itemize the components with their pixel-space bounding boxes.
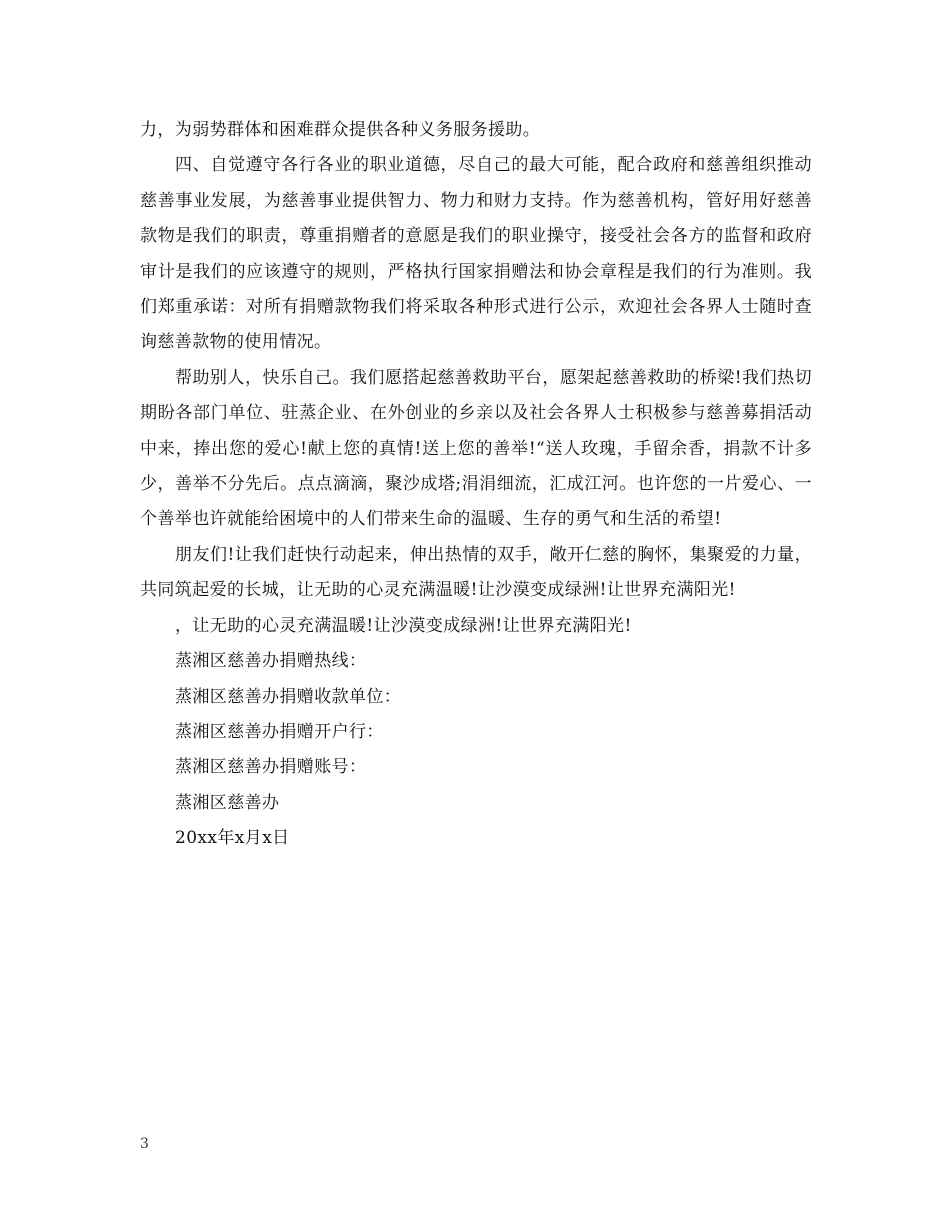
paragraph-continuation: 力，为弱势群体和困难群众提供各种义务服务援助。	[140, 120, 541, 140]
donation-recipient-label: 蒸湘区慈善办捐赠收款单位：	[175, 686, 402, 707]
donation-hotline-label: 蒸湘区慈善办捐赠热线：	[175, 651, 367, 672]
signature-date: 20xx年x月x日	[175, 828, 290, 849]
signature-organization: 蒸湘区慈善办	[175, 792, 280, 813]
document-body	[140, 113, 812, 857]
repeated-slogan-line: ，让无助的心灵充满温暖!让沙漠变成绿洲!让世界充满阳光!	[175, 615, 632, 636]
donation-account-label: 蒸湘区慈善办捐赠账号：	[175, 757, 367, 778]
page-number: 3	[140, 1136, 149, 1152]
paragraph-commitment: 四、自觉遵守各行各业的职业道德，尽自己的最大可能，配合政府和慈善组织推动慈善事业发展，为慈善事业提供智力、物力和财力支持。作为慈善机构，管好用好慈善款物是我们的职责，尊重捐赠者的意愿是我们的职业操守，接受社会各方的监督和政府审计是我们的应该遵守的规则，严格执行国家捐赠法和协会章程是我们的行为准则。我们郑重承诺：对所有捐赠款物我们将采取各种形式进行公示，欢迎社会各界人士随时查询慈善款物的使用情况。	[140, 155, 812, 353]
donation-bank-label: 蒸湘区慈善办捐赠开户行：	[175, 721, 384, 742]
paragraph-call-to-action: 朋友们!让我们赶快行动起来，伸出热情的双手，敞开仁慈的胸怀，集聚爱的力量，共同筑起爱的长城，让无助的心灵充满温暖!让沙漠变成绿洲!让世界充满阳光!	[140, 544, 812, 601]
paragraph-appeal: 帮助别人，快乐自己。我们愿搭起慈善救助平台，愿架起慈善救助的桥梁!我们热切期盼各部门单位、驻蒸企业、在外创业的乡亲以及社会各界人士积极参与慈善募捐活动中来，捧出您的爱心!献上您的真情!送上您的善举!“送人玫瑰，手留余香，捐款不计多少，善举不分先后。点点滴滴，聚沙成塔;涓涓细流，汇成江河。也许您的一片爱心、一个善举也许就能给困境中的人们带来生命的温暖、生存的勇气和生活的希望!	[140, 367, 812, 530]
